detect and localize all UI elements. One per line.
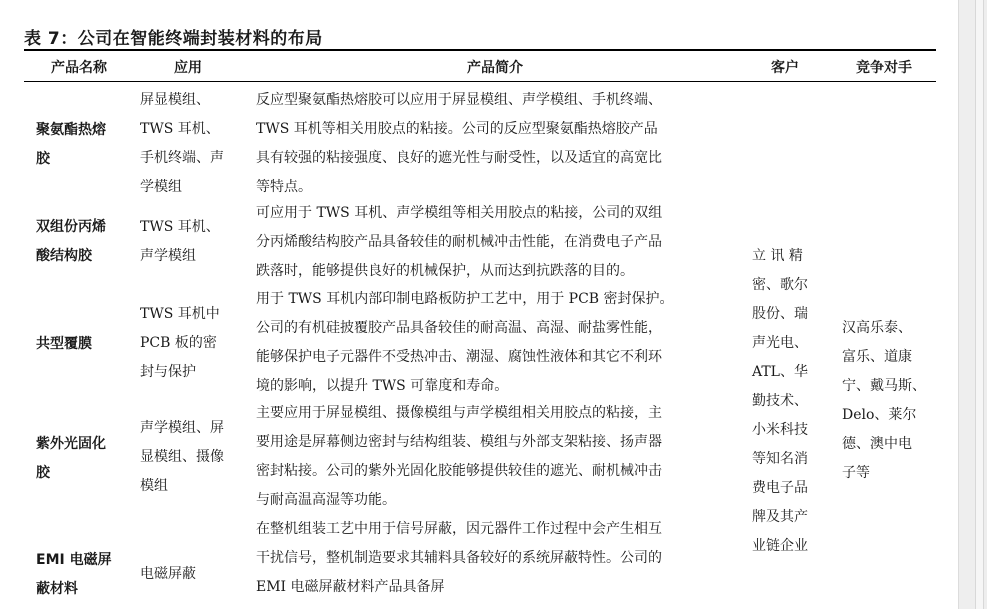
header-application: 应用 (174, 60, 202, 76)
customers-cell: 立 讯 精 密、歌尔 股份、瑞 声光电、 ATL、华 勤技术、 小米科技 等知名消 费电子品 牌及其产 业链企业 (752, 248, 808, 554)
table-header-rule (24, 81, 936, 82)
row-4-application: 声学模组、屏 显模组、摄像 模组 (140, 420, 224, 494)
vertical-scrollbar[interactable] (958, 0, 987, 609)
row-5-product-name: EMI 电磁屏 蔽材料 (36, 552, 112, 597)
row-5-application: 电磁屏蔽 (140, 566, 196, 582)
row-4-description: 主要应用于屏显模组、摄像模组与声学模组相关用胶点的粘接，主 要用途是屏幕侧边密封与结构组装、模组与外部支架粘接、扬声器 密封粘接。公司的紫外光固化胶能够提供较佳的遮光、耐机械冲击 与耐高温高湿等功能。 (256, 405, 662, 508)
row-3-product-name: 共型覆膜 (36, 336, 92, 352)
row-2-description: 可应用于 TWS 耳机、声学模组等相关用胶点的粘接，公司的双组 分丙烯酸结构胶产品具备较佳的耐机械冲击性能，在消费电子产品 跌落时，能够提供良好的机械保护，从而达到抗跌落的目的。 (256, 205, 663, 279)
row-2-product-name: 双组份丙烯 酸结构胶 (36, 219, 106, 264)
scrollbar-thumb[interactable] (975, 0, 984, 609)
row-3-application: TWS 耳机中 PCB 板的密 封与保护 (140, 306, 220, 380)
header-customers: 客户 (771, 60, 799, 76)
table-top-rule (24, 49, 936, 51)
row-2-application: TWS 耳机、 声学模组 (140, 219, 220, 264)
competitors-cell: 汉高乐泰、 富乐、道康 宁、戴马斯、 Delo、莱尔 德、澳中电 子等 (842, 320, 926, 481)
row-1-description: 反应型聚氨酯热熔胶可以应用于屏显模组、声学模组、手机终端、 TWS 耳机等相关用胶点的粘接。公司的反应型聚氨酯热熔胶产品 具有较强的粘接强度、良好的遮光性与耐受性，以及适宜的高宽比 等特点。 (256, 92, 662, 195)
table-title: 表 7：公司在智能终端封装材料的布局 (24, 29, 323, 49)
header-description: 产品简介 (467, 60, 523, 76)
row-5-description: 在整机组装工艺中用于信号屏蔽，因元器件工作过程中会产生相互 干扰信号，整机制造要求其辅料具备较好的系统屏蔽特性。公司的 EMI 电磁屏蔽材料产品具备屏 (256, 521, 662, 595)
row-1-application: 屏显模组、 TWS 耳机、 手机终端、声 学模组 (140, 92, 224, 195)
row-3-description: 用于 TWS 耳机内部印制电路板防护工艺中，用于 PCB 密封保护。 公司的有机硅披覆胶产品具备较佳的耐高温、高湿、耐盐雾性能， 能够保护电子元器件不受热冲击、潮湿、腐蚀性液体和其它不利环 境的影响，以提升 TWS 可靠度和寿命。 (256, 291, 674, 394)
header-competitors: 竞争对手 (856, 60, 912, 76)
header-product-name: 产品名称 (51, 60, 107, 76)
row-1-product-name: 聚氨酯热熔 胶 (36, 122, 106, 167)
row-4-product-name: 紫外光固化 胶 (36, 436, 106, 481)
